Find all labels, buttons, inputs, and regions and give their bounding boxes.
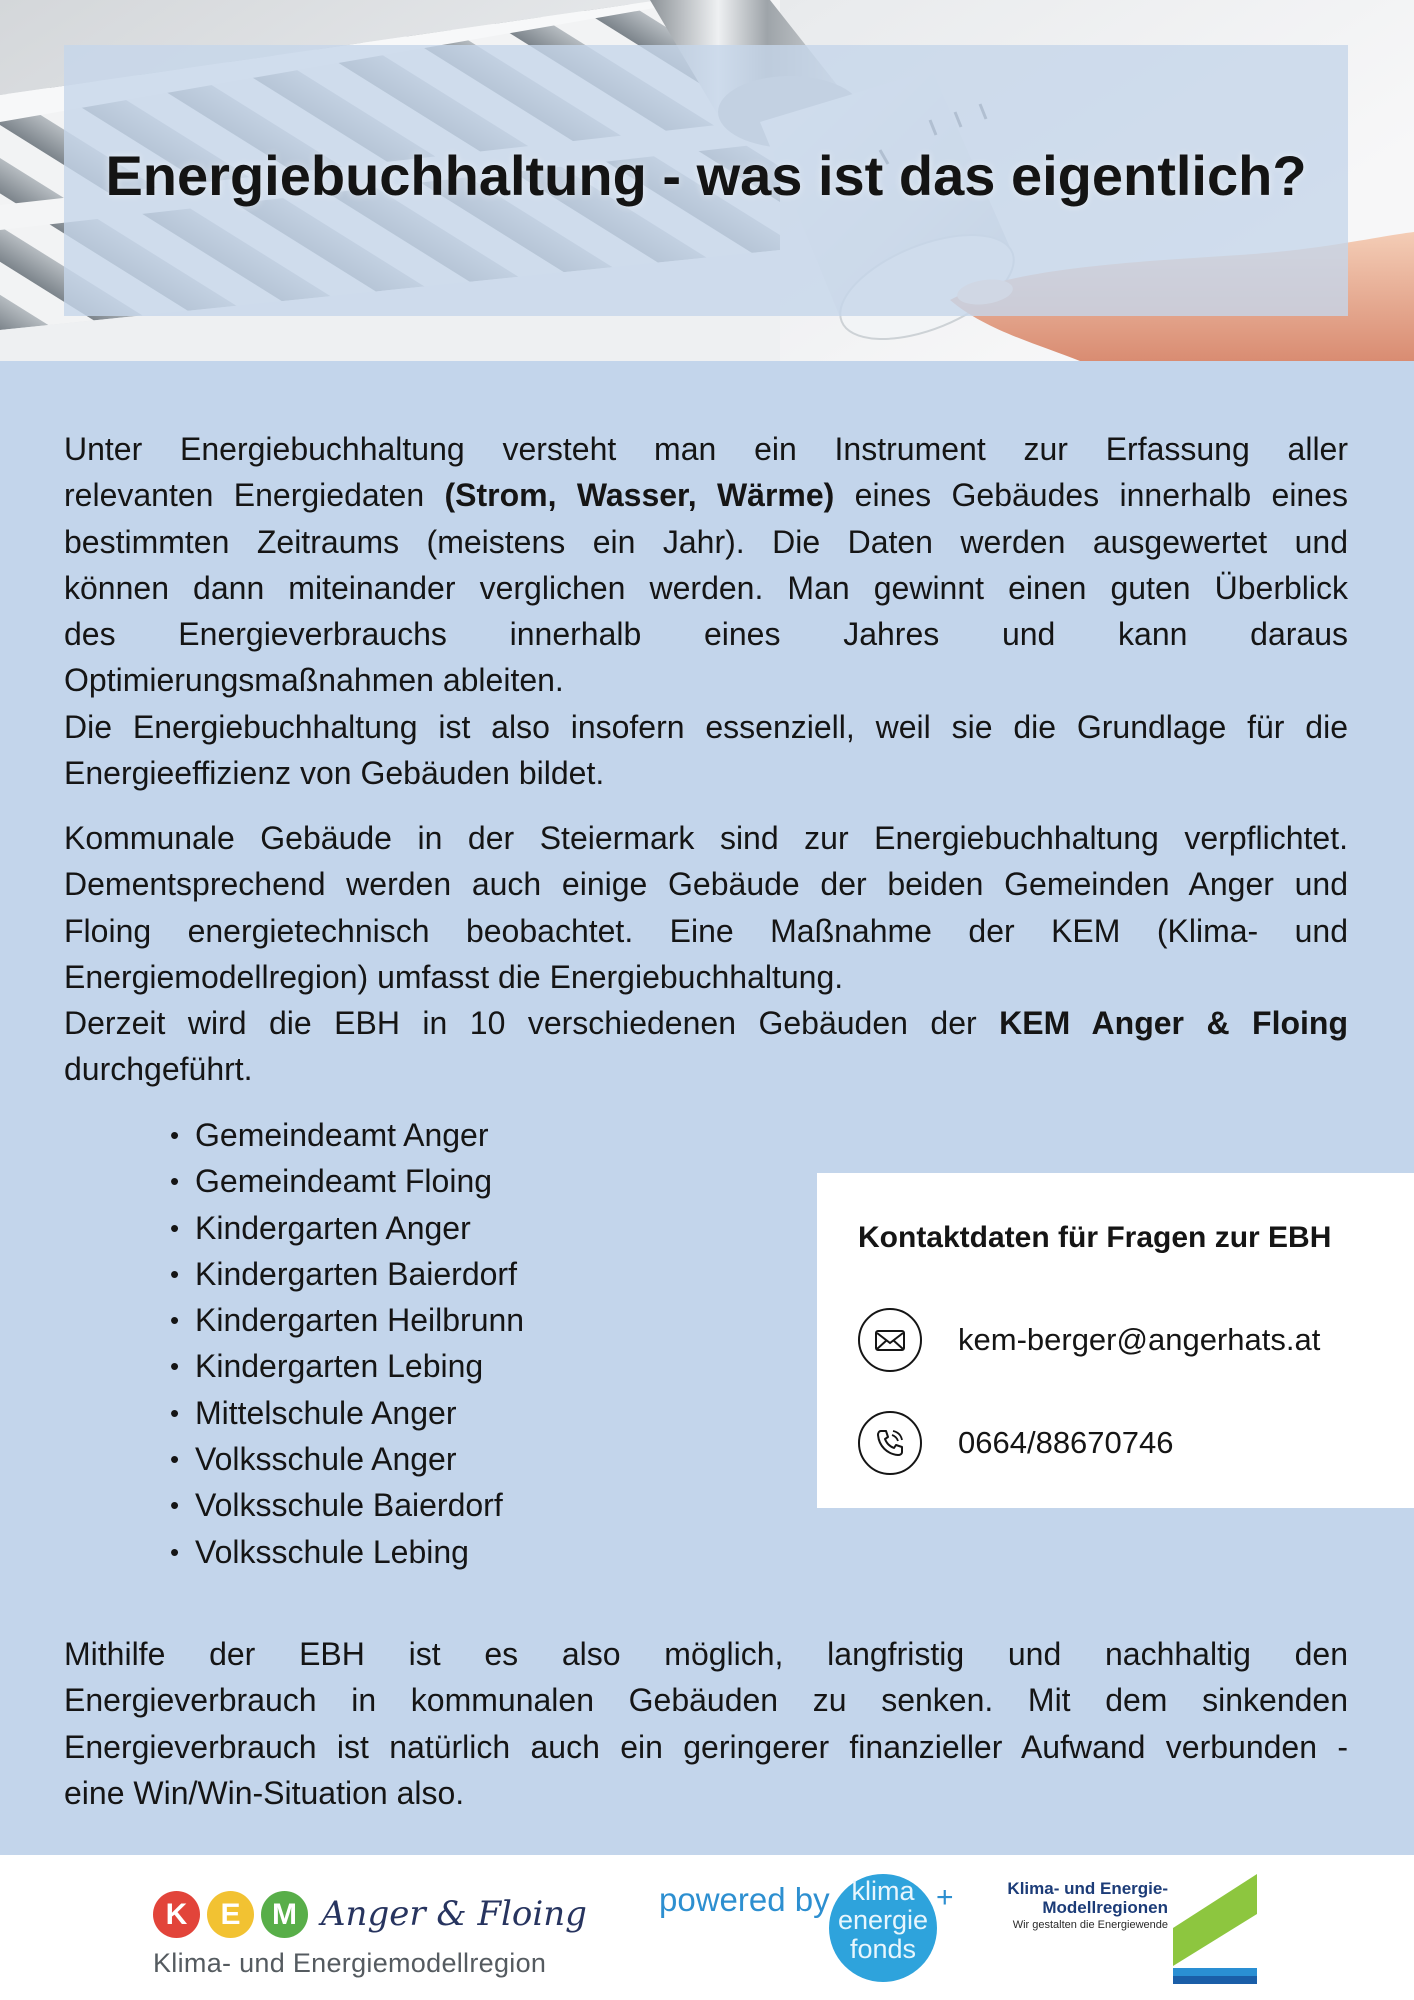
text-line: Floing energietechnisch beobachtet. Eine Maßnahme der KEM (Klima- und <box>64 912 1348 949</box>
text-line: können dann miteinander verglichen werden. Man gewinnt einen guten Überblick <box>64 569 1348 606</box>
list-item <box>170 1158 524 1204</box>
program-logo-tagline: Wir gestalten die Energiewende <box>1012 1919 1168 1931</box>
text-line <box>64 472 1348 518</box>
bullet: • <box>170 1305 180 1336</box>
intro-paragraph <box>64 426 1348 796</box>
text-span: Derzeit wird die EBH in 10 verschiedenen Gebäuden der <box>64 1005 1000 1042</box>
text-line: Energieverbrauch ist natürlich auch ein geringerer finanzieller Aufwand verbunden - <box>64 1728 1348 1765</box>
program-logo-mark <box>1173 1874 1257 1984</box>
bullet: • <box>170 1120 180 1150</box>
program-logo-line1: Klima- und Energie- <box>1007 1879 1168 1898</box>
text-line: Energiemodellregion) umfasst die Energiebuchhaltung. <box>64 958 844 995</box>
text-line: Optimierungsmaßnahmen ableiten. <box>64 662 564 699</box>
list-item-label: Kindergarten Baierdorf <box>195 1255 517 1292</box>
bullet: • <box>170 1258 180 1289</box>
list-item-label: Kindergarten Anger <box>195 1209 471 1246</box>
list-item-label: Mittelschule Anger <box>195 1394 457 1431</box>
program-logo-dark-blue-bar <box>1173 1976 1257 1984</box>
bullet: • <box>170 1536 180 1567</box>
bullet: • <box>170 1212 180 1243</box>
email-link[interactable]: kem-berger@angerhats.at <box>958 1322 1321 1357</box>
klima-energie-modellregionen-logo <box>990 1879 1168 1933</box>
bold-text: KEM Anger & Floing <box>999 1005 1349 1042</box>
text-line: eine Win/Win-Situation also. <box>64 1774 465 1811</box>
header <box>0 0 1414 361</box>
list-item-label: Kindergarten Heilbrunn <box>195 1302 525 1339</box>
text-line: Unter Energiebuchhaltung versteht man ein Instrument zur Erfassung aller <box>64 431 1348 467</box>
bold-text: (Strom, Wasser, Wärme) <box>444 477 835 514</box>
kem-logo-k: K <box>153 1891 200 1938</box>
kem-logo-m: M <box>261 1891 308 1938</box>
kem-logo-name: Anger & Floing <box>321 1894 587 1934</box>
text-line <box>64 1000 1348 1046</box>
text-line: durchgeführt. <box>64 1051 253 1088</box>
envelope-icon <box>858 1308 922 1372</box>
text-span: eines Gebäudes innerhalb eines <box>834 477 1349 514</box>
text-span: relevanten Energiedaten <box>64 477 445 514</box>
list-item <box>170 1343 524 1389</box>
fonds-logo-plus: + <box>936 1881 954 1914</box>
title-box <box>64 45 1348 316</box>
bullet: • <box>170 1351 180 1382</box>
text-line: Mithilfe der EBH ist es also möglich, langfristig und nachhaltig den <box>64 1636 1348 1672</box>
bullet: • <box>170 1397 180 1428</box>
list-item <box>170 1251 524 1297</box>
list-item <box>170 1205 524 1251</box>
page-title: Energiebuchhaltung - was ist das eigentlich? <box>105 143 1307 207</box>
footer <box>0 1855 1414 2000</box>
list-item-label: Volksschule Anger <box>195 1441 457 1478</box>
phone-icon-graphic <box>874 1427 906 1459</box>
phone-icon <box>858 1411 922 1475</box>
program-logo-blue-bar <box>1173 1968 1257 1976</box>
list-item <box>170 1436 524 1482</box>
envelope-icon-graphic <box>874 1324 906 1356</box>
list-item <box>170 1297 524 1343</box>
text-line: Dementsprechend werden auch einige Gebäude der beiden Gemeinden Anger und <box>64 866 1348 903</box>
list-item-label: Gemeindeamt Floing <box>195 1163 493 1200</box>
list-item-label: Kindergarten Lebing <box>195 1348 484 1385</box>
bullet: • <box>170 1166 180 1197</box>
text-line: Kommunale Gebäude in der Steiermark sind zur Energiebuchhaltung verpflichtet. <box>64 820 1348 856</box>
ebh-kem-paragraph <box>64 815 1348 1093</box>
text-line: Die Energiebuchhaltung ist also insofern essenziell, weil sie die Grundlage für die <box>64 708 1348 745</box>
list-item-label: Gemeindeamt Anger <box>195 1117 489 1153</box>
list-item <box>170 1482 524 1528</box>
list-item-label: Volksschule Baierdorf <box>195 1487 503 1524</box>
list-item <box>170 1390 524 1436</box>
list-item-label: Volksschule Lebing <box>195 1533 469 1570</box>
text-line: bestimmten Zeitraums (meistens ein Jahr). Die Daten werden ausgewertet und <box>64 523 1348 560</box>
bullet: • <box>170 1490 180 1521</box>
text-line: des Energieverbrauchs innerhalb eines Jahres und kann daraus <box>64 616 1348 653</box>
kem-logo-subtitle: Klima- und Energiemodellregion <box>153 1948 547 1978</box>
contact-box <box>817 1173 1414 1508</box>
powered-by-label: powered by <box>659 1881 830 1918</box>
phone-link[interactable]: 0664/88670746 <box>958 1425 1174 1460</box>
text-line: Energieverbrauch in kommunalen Gebäuden zu senken. Mit dem sinkenden <box>64 1682 1348 1719</box>
fonds-logo-line: klima <box>851 1876 915 1906</box>
klima-energie-fonds-logo <box>829 1874 937 1982</box>
list-item <box>170 1529 524 1575</box>
conclusion-paragraph <box>64 1631 1348 1816</box>
program-logo-green-band <box>1173 1874 1257 1966</box>
program-logo-line2: Modellregionen <box>1042 1898 1168 1917</box>
buildings-list <box>170 1112 524 1575</box>
contact-heading: Kontaktdaten für Fragen zur EBH <box>858 1221 1332 1254</box>
bullet: • <box>170 1444 180 1475</box>
fonds-logo-line: fonds <box>849 1934 917 1964</box>
kem-logo-e: E <box>207 1891 254 1938</box>
fonds-logo-line: energie <box>837 1905 929 1935</box>
list-item <box>170 1112 524 1158</box>
text-line: Energieeffizienz von Gebäuden bildet. <box>64 755 605 792</box>
